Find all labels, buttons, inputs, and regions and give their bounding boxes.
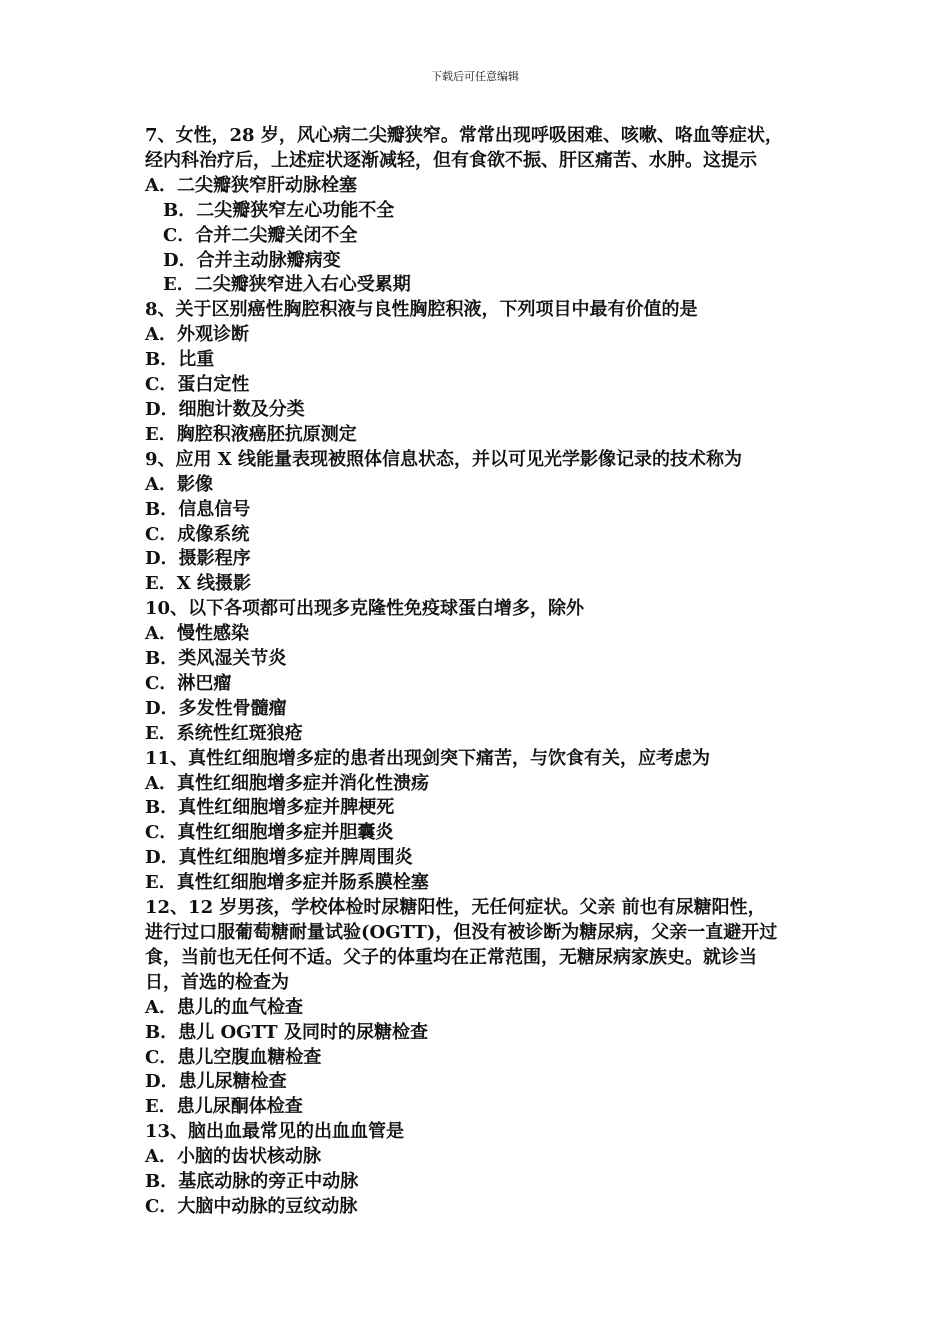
text-line: D．患儿尿糖检查 — [145, 1071, 287, 1093]
text-line: A．外观诊断 — [145, 324, 249, 346]
text-line: B．比重 — [145, 349, 215, 371]
text-line: A．小脑的齿状核动脉 — [145, 1146, 321, 1168]
text-line: 7、女性，28 岁，风心病二尖瓣狭窄。常常出现呼吸困难、咳嗽、咯血等症状， — [145, 125, 783, 146]
text-line: C．合并二尖瓣关闭不全 — [163, 224, 358, 246]
text-line: B．二尖瓣狭窄左心功能不全 — [163, 199, 395, 221]
document-body — [145, 124, 825, 1220]
text-line: C．真性红细胞增多症并胆囊炎 — [145, 822, 394, 844]
text-line: E．系统性红斑狼疮 — [145, 722, 303, 744]
text-line: D．合并主动脉瓣病变 — [163, 249, 341, 271]
text-line: E．二尖瓣狭窄进入右心受累期 — [163, 274, 411, 296]
text-line: E．胸腔积液癌胚抗原测定 — [145, 423, 357, 445]
text-line: A．慢性感染 — [145, 623, 249, 645]
text-line: E．真性红细胞增多症并肠系膜栓塞 — [145, 872, 429, 894]
text-line: B．基底动脉的旁正中动脉 — [145, 1171, 359, 1193]
text-line: E．患儿尿酮体检查 — [145, 1096, 303, 1118]
text-line: C．大脑中动脉的豆纹动脉 — [145, 1195, 358, 1217]
text-line: 10、以下各项都可出现多克隆性免疫球蛋白增多，除外 — [145, 598, 585, 620]
text-line: D．真性红细胞增多症并脾周围炎 — [145, 847, 413, 869]
text-line: 食，当前也无任何不适。父子的体重均在正常范围，无糖尿病家族史。就诊当 — [145, 946, 757, 968]
text-line: C．成像系统 — [145, 523, 250, 545]
text-line: 进行过口服葡萄糖耐量试验(OGTT)，但没有被诊断为糖尿病，父亲一直避开过 — [145, 922, 778, 943]
text-line: D．摄影程序 — [145, 548, 251, 570]
text-line: C．淋巴瘤 — [145, 672, 232, 694]
text-line: D．细胞计数及分类 — [145, 398, 305, 420]
text-line: 13、脑出血最常见的出血血管是 — [145, 1121, 405, 1143]
text-line: A．真性红细胞增多症并消化性溃疡 — [145, 772, 429, 794]
text-line: B．患儿 OGTT 及同时的尿糖检查 — [145, 1021, 428, 1043]
text-line: B．信息信号 — [145, 498, 251, 520]
text-line: B．真性红细胞增多症并脾梗死 — [145, 797, 395, 819]
text-line: A．患儿的血气检查 — [145, 996, 303, 1018]
text-line: 经内科治疗后，上述症状逐渐减轻，但有食欲不振、肝区痛苦、水肿。这提示 — [145, 149, 757, 171]
text-line: A．二尖瓣狭窄肝动脉栓塞 — [145, 174, 357, 196]
text-line: A．影像 — [145, 473, 213, 495]
text-line: 8、关于区别癌性胸腔积液与良性胸腔积液，下列项目中最有价值的是 — [145, 299, 698, 321]
text-line: 9、应用 X 线能量表现被照体信息状态，并以可见光学影像记录的技术称为 — [145, 448, 743, 470]
text-line: C．蛋白定性 — [145, 374, 250, 396]
text-line: 日，首选的检查为 — [145, 971, 289, 993]
text-line: D．多发性骨髓瘤 — [145, 697, 287, 719]
text-line: E．X 线摄影 — [145, 573, 251, 595]
text-line: 12、12 岁男孩，学校体检时尿糖阳性，无任何症状。父亲 前也有尿糖阳性， — [145, 897, 766, 919]
text-line: C．患儿空腹血糖检查 — [145, 1046, 322, 1068]
text-line: B．类风湿关节炎 — [145, 648, 287, 670]
text-line: 11、真性红细胞增多症的患者出现剑突下痛苦，与饮食有关，应考虑为 — [145, 747, 711, 769]
page-header: 下载后可任意编辑 — [431, 70, 519, 83]
